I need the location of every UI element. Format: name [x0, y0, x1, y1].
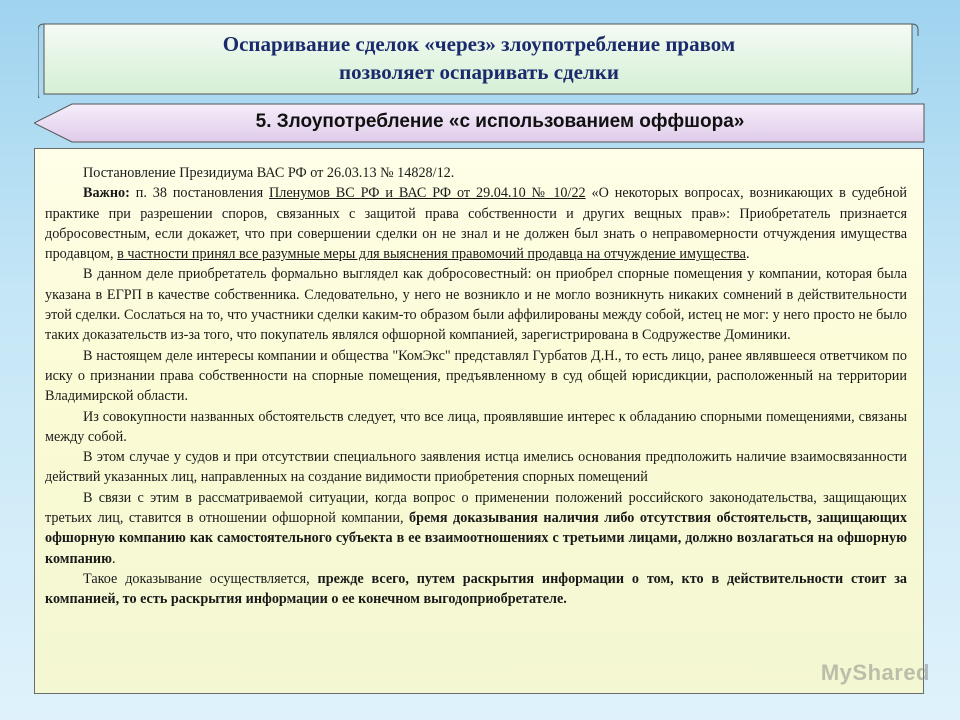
p2-end: .	[745, 246, 750, 263]
p8-text-a: Такое доказывание осуществляется,	[83, 570, 318, 587]
paragraph-3: В данном деле приобретатель формально выглядел как добросовестный: он приобрел спорные помещения у компании, которая была указана в ЕГРП в качестве собственника. Следовательно, у него не возникло и не могло возникнуть никаких сомнений в действительности этой сделки. Сослаться на то, что участники сделки каким-то образом были аффилированы между собой, истец не мог: у него просто не было таких доказательств из-за того, что покупатель являлся офшорной компанией, зарегистрирована в Содружестве Доминики.	[45, 266, 907, 344]
title-line-1: Оспаривание сделок «через» злоупотребление правом	[222, 32, 736, 56]
important-label: Важно:	[83, 185, 130, 202]
p2-underlined-phrase: в частности принял все разумные меры для выяснения правомочий продавца на отчуждение имущества	[117, 246, 746, 263]
section-title: 5. Злоупотребление «с использованием оффшора»	[255, 111, 745, 132]
content-text	[45, 163, 907, 610]
paragraph-2	[45, 183, 907, 264]
paragraph-8	[45, 569, 907, 610]
paragraph-4: В настоящем деле интересы компании и общества "КомЭкс" представлял Гурбатов Д.Н., то есть лицо, ранее являвшееся ответчиком по иску о признании права собственности на спорные помещения, предъявленному в суд общей юрисдикции, расположенный на территории Владимирской области.	[45, 347, 907, 405]
section-header	[34, 103, 926, 143]
paragraph-5: Из совокупности названных обстоятельств следует, что все лица, проявлявшие интерес к обладанию спорными помещениями, связаны между собой.	[45, 408, 907, 445]
paragraph-7	[45, 488, 907, 569]
p2-text-b: «О некоторых вопросах, возникающих в судебной практике при разрешении споров, связанных с защитой права собственности и других вещных прав»: Приобретатель признается добросовестным, если докажет, что при совершении сделки он не знал и не должен был знать о неправомерности отчуждения имущества продавцом,	[45, 185, 908, 263]
content-box	[34, 148, 924, 694]
p2-text-a: п. 38 постановления	[129, 185, 270, 202]
p8-bold-text: прежде всего, путем раскрытия информации о том, кто в действительности стоит за компанией, то есть раскрытия информации о ее конечном выгодоприобретателе.	[45, 570, 907, 608]
title-line-2: позволяет оспаривать сделки	[339, 60, 619, 84]
p7-bold-text: бремя доказывания наличия либо отсутствия обстоятельств, защищающих офшорную компанию как самостоятельного субъекта в ее взаимоотношениях с третьими лицами, должно возлагаться на офшорную компанию	[45, 510, 907, 567]
plenum-reference-link[interactable]: Пленумов ВС РФ и ВАС РФ от 29.04.10 № 10/22	[269, 185, 586, 202]
paragraph-1: Постановление Президиума ВАС РФ от 26.03.13 № 14828/12.	[83, 165, 455, 181]
paragraph-6: В этом случае у судов и при отсутствии специального заявления истца имелись основания предположить наличие взаимосвязанности действий указанных лиц, направленных на создание видимости приобретения спорных помещений	[45, 449, 907, 486]
watermark-logo: MyShared	[820, 660, 930, 685]
p7-end: .	[111, 550, 116, 567]
p7-text-a: В связи с этим в рассматриваемой ситуации, когда вопрос о применении положений российского законодательства, защищающих третьих лиц, ставится в отношении офшорной компании,	[45, 489, 907, 527]
title-banner	[38, 18, 920, 98]
